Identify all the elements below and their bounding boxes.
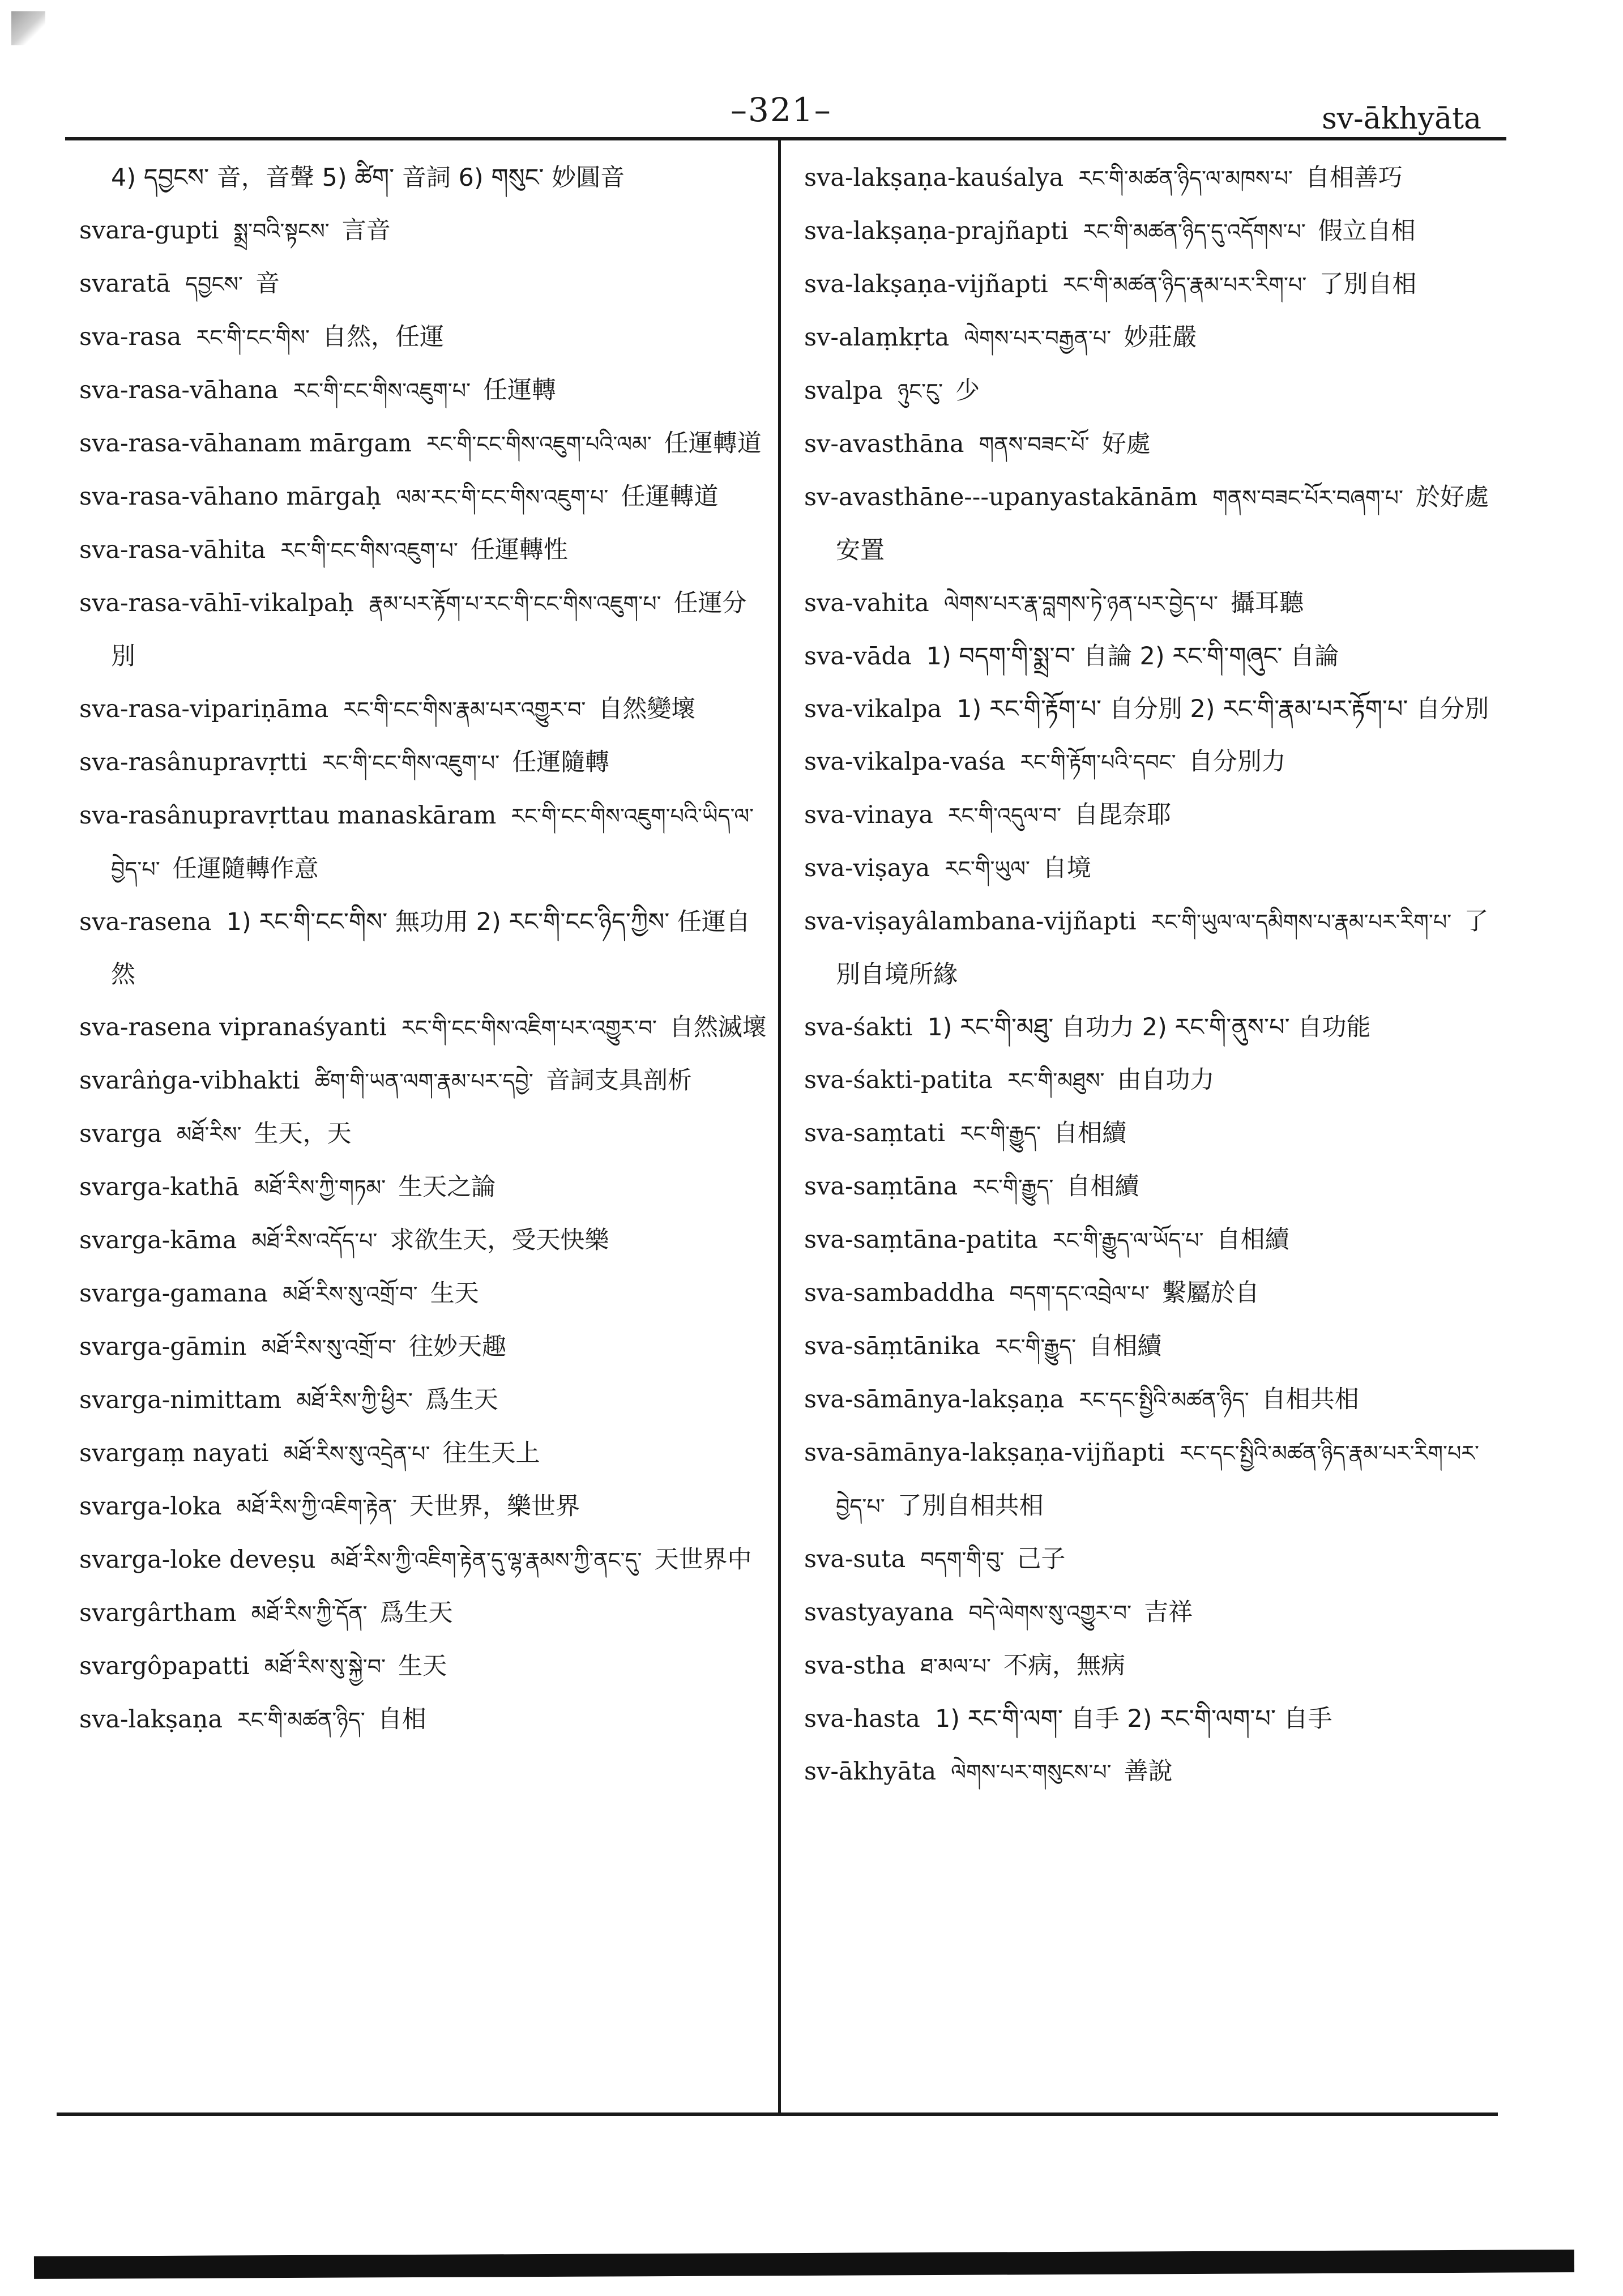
dictionary-entry (79, 896, 767, 1001)
entry-gloss: 生天 (430, 1279, 479, 1308)
dictionary-entry (804, 895, 1501, 1001)
dictionary-entry (79, 1161, 767, 1214)
entry-gloss: 自相續 (1088, 1332, 1162, 1360)
entry-headword: svarga-gamana (79, 1279, 268, 1308)
entry-gloss: 了別自相 (1319, 270, 1417, 298)
entry-gloss: 自相 (377, 1705, 426, 1734)
entry-headword: svaratā (79, 270, 171, 298)
dictionary-entry (804, 577, 1501, 630)
entry-headword: sva-vikalpa-vaśa (804, 748, 1006, 776)
entry-headword: sva-vāda (804, 642, 912, 671)
dictionary-entry (804, 418, 1501, 471)
bottom-rule (57, 2113, 1498, 2116)
dictionary-entry (804, 789, 1501, 842)
dictionary-entry (804, 842, 1501, 895)
entry-headword: sva-śakti (804, 1013, 913, 1042)
entry-gloss: 不病，無病 (1003, 1651, 1125, 1680)
dictionary-entry (79, 1214, 767, 1268)
dictionary-entry (804, 152, 1501, 205)
entry-tibetan: རང་གི་རྒྱུད་ (995, 1334, 1077, 1359)
dictionary-entry (79, 1108, 767, 1161)
entry-tibetan: རང་གི་རྒྱུད་ (959, 1121, 1041, 1146)
dictionary-entry (804, 1693, 1501, 1746)
entry-tibetan: བདག་གི་བུ་ (920, 1547, 1005, 1572)
entry-gloss: 自相共相 (1261, 1385, 1359, 1414)
entry-headword: sva-rasa (79, 323, 182, 351)
entry-headword: svarga-nimittam (79, 1386, 282, 1414)
entry-gloss: 1) རང་གི་རྟོག་པ་ 自分別 2) རང་གི་རྣམ་པར་རྟོག་པ་ 自分別 (956, 695, 1489, 723)
entry-tibetan: རང་གི་རྟོག་པའི་དབང་ (1020, 750, 1176, 775)
dictionary-entry (79, 1534, 767, 1587)
entry-headword: sva-stha (804, 1651, 906, 1680)
entry-gloss: 生天，天 (254, 1120, 352, 1148)
entry-gloss: 自相續 (1066, 1172, 1139, 1201)
dictionary-entry (79, 1374, 767, 1427)
entry-tibetan: རང་གི་རྒྱུད་ལ་ཡོད་པ་ (1052, 1228, 1204, 1253)
entry-tibetan: རང་གི་ངང་གིས་འཇུག་པའི་ལམ་ (426, 432, 652, 456)
entry-headword: sva-śakti-patita (804, 1066, 993, 1094)
entry-gloss: 了別自相共相 (897, 1492, 1044, 1520)
entry-gloss: 於好處安置 (836, 483, 1489, 565)
entry-tibetan: གནས་བཟང་པོ་ (979, 432, 1090, 457)
entry-gloss: 自相續 (1216, 1226, 1289, 1254)
dictionary-entry (804, 1001, 1501, 1054)
entry-tibetan: རང་གི་ངང་གིས་འཇིག་པར་འགྱུར་བ་ (402, 1015, 657, 1040)
entry-headword: sva-lakṣaṇa-kauśalya (804, 164, 1064, 192)
entry-gloss: 任運隨轉作意 (172, 855, 319, 883)
dictionary-entry (804, 205, 1501, 258)
entry-tibetan: རང་གི་རྒྱུད་ (972, 1175, 1054, 1200)
entry-gloss: 自然變壞 (598, 695, 696, 723)
entry-headword: sva-sambaddha (804, 1279, 995, 1307)
entry-tibetan: རང་དང་སྤྱིའི་མཚན་ཉིད་རྣམ་པར་རིག་པར་བྱེད་པ་ (836, 1441, 1480, 1519)
entry-headword: sva-viṣaya (804, 854, 930, 882)
dictionary-entry (804, 365, 1501, 418)
entry-tibetan: བདག་དང་འབྲེལ་པ་ (1009, 1281, 1150, 1306)
entry-headword: svargôpapatti (79, 1652, 250, 1680)
entry-tibetan: དབྱངས་ (185, 272, 244, 297)
entry-gloss: 天世界中 (654, 1546, 752, 1574)
entry-headword: sv-avasthāne---upanyastakānām (804, 483, 1198, 511)
entry-gloss: 善說 (1124, 1757, 1173, 1786)
page-number: –321– (731, 91, 832, 129)
entry-tibetan: ལེགས་པར་གསུངས་པ་ (951, 1760, 1112, 1785)
entry-headword: sva-rasa-vāhana (79, 376, 279, 404)
dictionary-entry (804, 630, 1501, 683)
entry-tibetan: རང་གི་མཚན་ཉིད་ལ་མཁས་པ་ (1078, 166, 1293, 191)
entry-headword: svarga-kathā (79, 1173, 240, 1201)
entry-headword: sva-saṃtati (804, 1119, 945, 1147)
dictionary-entry (804, 1586, 1501, 1640)
entry-gloss: 任運隨轉 (512, 748, 610, 776)
entry-tibetan: བདེ་ལེགས་སུ་འགྱུར་བ་ (968, 1601, 1132, 1625)
entry-tibetan: མཐོ་རིས་ཀྱི་འཇིག་རྟེན་དུ་ལྷ་རྣམས་ཀྱི་ནང་དུ་ (330, 1548, 642, 1573)
entry-gloss: 言音 (341, 216, 391, 245)
entry-headword: sva-rasena (79, 908, 212, 936)
dictionary-entry (804, 1427, 1501, 1533)
dictionary-entry (79, 1321, 767, 1374)
dictionary-entry (79, 471, 767, 524)
entry-tibetan: གནས་བཟང་པོར་བཞག་པ་ (1212, 485, 1403, 510)
top-rule (65, 137, 1506, 140)
entry-gloss: 往妙天趣 (409, 1333, 507, 1361)
entry-headword: svargârtham (79, 1599, 237, 1627)
entry-tibetan: ཉུང་ངུ་ (897, 379, 943, 404)
entry-headword: sva-hasta (804, 1705, 920, 1733)
entry-gloss: 求欲生天，受天快樂 (390, 1226, 609, 1254)
dictionary-entry (804, 736, 1501, 789)
dictionary-entry (804, 1214, 1501, 1267)
entry-gloss: 往生天上 (442, 1439, 540, 1467)
entry-headword: svalpa (804, 377, 883, 405)
entry-gloss: 自分別力 (1188, 748, 1286, 776)
entry-headword: svarga-loka (79, 1492, 222, 1521)
entry-gloss: 妙莊嚴 (1124, 323, 1197, 352)
entry-tibetan: མཐོ་རིས་སུ་འདྲེན་པ་ (283, 1441, 430, 1466)
dictionary-entry (804, 1160, 1501, 1214)
dictionary-entry (79, 1693, 767, 1747)
dictionary-entry (79, 683, 767, 736)
dictionary-entry (79, 1640, 767, 1693)
entry-gloss: 天世界，樂世界 (409, 1492, 580, 1521)
entry-gloss: 任運轉道 (621, 483, 719, 511)
entry-tibetan: རང་གི་ཡུལ་ལ་དམིགས་པ་རྣམ་པར་རིག་པ་ (1151, 910, 1452, 934)
dictionary-entry (804, 1054, 1501, 1107)
entry-tibetan: རང་གི་ཡུལ་ (945, 856, 1030, 881)
entry-headword: svarâṅga-vibhakti (79, 1066, 300, 1095)
entry-headword: sva-vahita (804, 589, 929, 617)
dictionary-entry (804, 1533, 1501, 1586)
entry-tibetan: རྣམ་པར་རྟོག་པ་རང་གི་ངང་གིས་འཇུག་པ་ (369, 591, 661, 616)
entry-headword: sva-lakṣaṇa-vijñapti (804, 270, 1048, 298)
entry-tibetan: ལམ་རང་གི་ངང་གིས་འཇུག་པ་ (396, 485, 609, 510)
entry-gloss: 自毘奈耶 (1074, 801, 1172, 829)
dictionary-entry (79, 524, 767, 577)
dictionary-entry (804, 1320, 1501, 1373)
entry-gloss: 己子 (1016, 1545, 1066, 1573)
entry-headword: svara-gupti (79, 216, 219, 245)
dictionary-entry (804, 1373, 1501, 1427)
entry-tibetan: རང་གི་མཚན་ཉིད་དུ་འདོགས་པ་ (1083, 219, 1306, 244)
entry-gloss: 爲生天 (379, 1599, 453, 1627)
dictionary-entry (79, 204, 767, 258)
entry-tibetan: མཐོ་རིས་ཀྱི་ཕྱིར་ (296, 1388, 413, 1413)
entry-headword: sva-rasa-vāhanam mārgam (79, 429, 412, 458)
dictionary-entry (804, 471, 1501, 577)
entry-headword: sva-saṃtāna-patita (804, 1226, 1038, 1254)
entry-headword: sva-saṃtāna (804, 1172, 958, 1201)
dictionary-entry (804, 1746, 1501, 1799)
dictionary-entry (79, 311, 767, 364)
entry-gloss: 了別自境所緣 (836, 907, 1489, 989)
dictionary-entry (79, 1427, 767, 1480)
entry-gloss: 任運分別 (111, 589, 747, 671)
dictionary-entry (804, 258, 1501, 311)
entry-gloss: 繫屬於自 (1161, 1279, 1259, 1307)
entry-tibetan: རང་གི་འདུལ་བ་ (947, 803, 1062, 828)
entry-headword: svarga-gāmin (79, 1333, 247, 1361)
entry-tibetan: རང་གི་ངང་གིས་འཇུག་པ་ (322, 750, 500, 775)
entry-gloss: 音詞支具剖析 (545, 1066, 692, 1095)
entry-gloss: 自境 (1042, 854, 1091, 882)
entry-headword: sv-alaṃkṛta (804, 323, 950, 352)
entry-headword: sva-lakṣaṇa (79, 1705, 223, 1734)
entry-tibetan: མཐོ་རིས་སུ་འགྲོ་བ་ (261, 1335, 397, 1360)
scan-edge-bar (34, 2250, 1574, 2279)
entry-headword: sva-rasa-vāhī-vikalpaḥ (79, 589, 355, 617)
entry-headword: svarga (79, 1120, 162, 1148)
dictionary-entry (79, 577, 767, 683)
dictionary-entry (79, 258, 767, 311)
entry-tibetan: མཐོ་རིས་ཀྱི་འཇིག་རྟེན་ (236, 1495, 397, 1520)
entry-tibetan: རང་གི་ངང་གིས་འཇུག་པ་ (293, 378, 471, 403)
entry-gloss: 1) རང་གི་ངང་གིས་ 無功用 2) རང་གི་ངང་ཉིད་ཀྱིས་ 任運自然 (111, 908, 750, 989)
entry-headword: sva-vikalpa (804, 695, 942, 723)
entry-headword: sva-rasa-vāhita (79, 536, 266, 564)
entry-tibetan: རང་དང་སྤྱིའི་མཚན་ཉིད་ (1079, 1388, 1249, 1412)
entry-gloss: 1) བདག་གི་སྨྲ་བ་ 自論 2) རང་གི་གཞུང་ 自論 (926, 642, 1339, 671)
entry-gloss: 1) རང་གི་མཐུ་ 自功力 2) རང་གི་ནུས་པ་ 自功能 (927, 1013, 1371, 1042)
entry-tibetan: རང་གི་མཚན་ཉིད་ (237, 1708, 365, 1732)
entry-tibetan: རང་གི་ངང་གིས་འཇུག་པ་ (280, 538, 458, 563)
dictionary-entry (804, 683, 1501, 736)
entry-gloss: 少 (955, 377, 980, 405)
entry-gloss: 好處 (1101, 430, 1151, 458)
dictionary-entry (79, 1480, 767, 1534)
entry-tibetan: རང་གི་ངང་གིས་འཇུག་པའི་ཡིད་ལ་བྱེད་པ་ (111, 804, 754, 882)
entry-gloss: 自然滅壞 (669, 1013, 767, 1042)
entry-headword: sva-sāmānya-lakṣaṇa (804, 1385, 1065, 1414)
entry-gloss: 任運轉性 (470, 536, 568, 564)
entry-tibetan: མཐོ་རིས་འདོད་པ་ (251, 1228, 378, 1253)
entry-tibetan: རང་གི་མཚན་ཉིད་རྣམ་པར་རིག་པ་ (1062, 272, 1307, 297)
entry-headword: sva-rasânupravṛttau manaskāram (79, 801, 497, 830)
entry-gloss: 自相續 (1053, 1119, 1127, 1147)
entry-gloss: 任運轉 (483, 376, 557, 404)
entry-headword: svarga-kāma (79, 1226, 237, 1254)
column-divider (778, 139, 781, 2115)
entry-gloss: 1) རང་གི་ལག་ 自手 2) རང་གི་ལག་པ་ 自手 (934, 1705, 1332, 1733)
entry-tibetan: མཐོ་རིས་ཀྱི་དོན་ (251, 1601, 368, 1626)
left-column (79, 152, 767, 1747)
entry-gloss: 假立自相 (1318, 217, 1416, 245)
entry-gloss: 吉祥 (1144, 1598, 1193, 1627)
entry-headword: sva-viṣayâlambana-vijñapti (804, 907, 1137, 936)
entry-tibetan: མཐོ་རིས་སུ་སྐྱེ་བ་ (264, 1654, 386, 1679)
dictionary-entry (804, 1107, 1501, 1160)
dictionary-entry (79, 364, 767, 417)
entry-headword: sva-vinaya (804, 801, 933, 829)
entry-headword: sv-ākhyāta (804, 1757, 937, 1786)
entry-gloss: 任運轉道 (664, 429, 762, 458)
right-column (804, 152, 1501, 1799)
entry-tibetan: ལེགས་པར་བརྒྱན་པ་ (964, 326, 1112, 351)
running-head: sv-ākhyāta (1322, 102, 1481, 136)
entry-headword: sva-lakṣaṇa-prajñapti (804, 217, 1069, 245)
entry-gloss: 生天之論 (398, 1173, 496, 1201)
dictionary-entry (79, 1587, 767, 1640)
entry-tibetan: ཚིག་གི་ཡན་ལག་རྣམ་པར་དབྱེ་ (314, 1069, 533, 1094)
entry-headword: sva-rasena vipranaśyanti (79, 1013, 387, 1042)
dictionary-entry (804, 311, 1501, 365)
dictionary-entry (79, 789, 767, 896)
entry-tibetan: མཐོ་རིས་ (176, 1122, 242, 1147)
entry-tibetan: ཐ་མལ་པ་ (920, 1654, 991, 1679)
entry-headword: sva-rasânupravṛtti (79, 748, 307, 776)
dictionary-entry (804, 1640, 1501, 1693)
entry-tibetan: སྨྲ་བའི་སྟངས་ (233, 219, 330, 244)
dictionary-entry (79, 417, 767, 471)
scan-corner-artifact (11, 11, 45, 45)
entry-gloss: 自相善巧 (1305, 164, 1403, 192)
entry-headword: sva-sāṃtānika (804, 1332, 981, 1360)
dictionary-entry (79, 152, 767, 204)
entry-tibetan: ལེགས་པར་རྣ་བླགས་ཏེ་ཉན་པར་བྱེད་པ་ (943, 591, 1218, 616)
entry-headword: svarga-loke deveṣu (79, 1546, 316, 1574)
entry-gloss: 由自功力 (1117, 1066, 1215, 1094)
dictionary-entry (804, 1267, 1501, 1320)
entry-headword: sva-rasa-vipariṇāma (79, 695, 329, 723)
entry-gloss: 生天 (398, 1652, 447, 1680)
entry-tibetan: རང་གི་མཐུས་ (1007, 1068, 1105, 1093)
dictionary-entry (79, 1055, 767, 1108)
entry-gloss: 爲生天 (425, 1386, 498, 1414)
entry-headword: svastyayana (804, 1598, 954, 1627)
dictionary-entry (79, 1268, 767, 1321)
entry-tibetan: མཐོ་རིས་སུ་འགྲོ་བ་ (283, 1282, 418, 1307)
dictionary-entry (79, 1001, 767, 1055)
entry-headword: sva-suta (804, 1545, 906, 1573)
entry-headword: svargaṃ nayati (79, 1439, 269, 1467)
entry-gloss: 音 (255, 270, 280, 298)
entry-gloss: 4) དབྱངས་ 音，音聲 5) ཚིག་ 音詞 6) གསུང་ 妙圓音 (111, 164, 625, 192)
dictionary-entry (79, 736, 767, 789)
entry-gloss: 自然，任運 (322, 323, 444, 351)
entry-tibetan: རང་གི་ངང་གིས་རྣམ་པར་འགྱུར་བ་ (343, 697, 586, 722)
entry-tibetan: རང་གི་ངང་གིས་ (196, 325, 310, 350)
entry-headword: sva-sāmānya-lakṣaṇa-vijñapti (804, 1439, 1165, 1467)
entry-headword: sva-rasa-vāhano mārgaḥ (79, 483, 382, 511)
entry-headword: sv-avasthāna (804, 430, 964, 458)
entry-tibetan: མཐོ་རིས་ཀྱི་གཏམ་ (254, 1175, 386, 1200)
entry-gloss: 攝耳聽 (1231, 589, 1304, 617)
